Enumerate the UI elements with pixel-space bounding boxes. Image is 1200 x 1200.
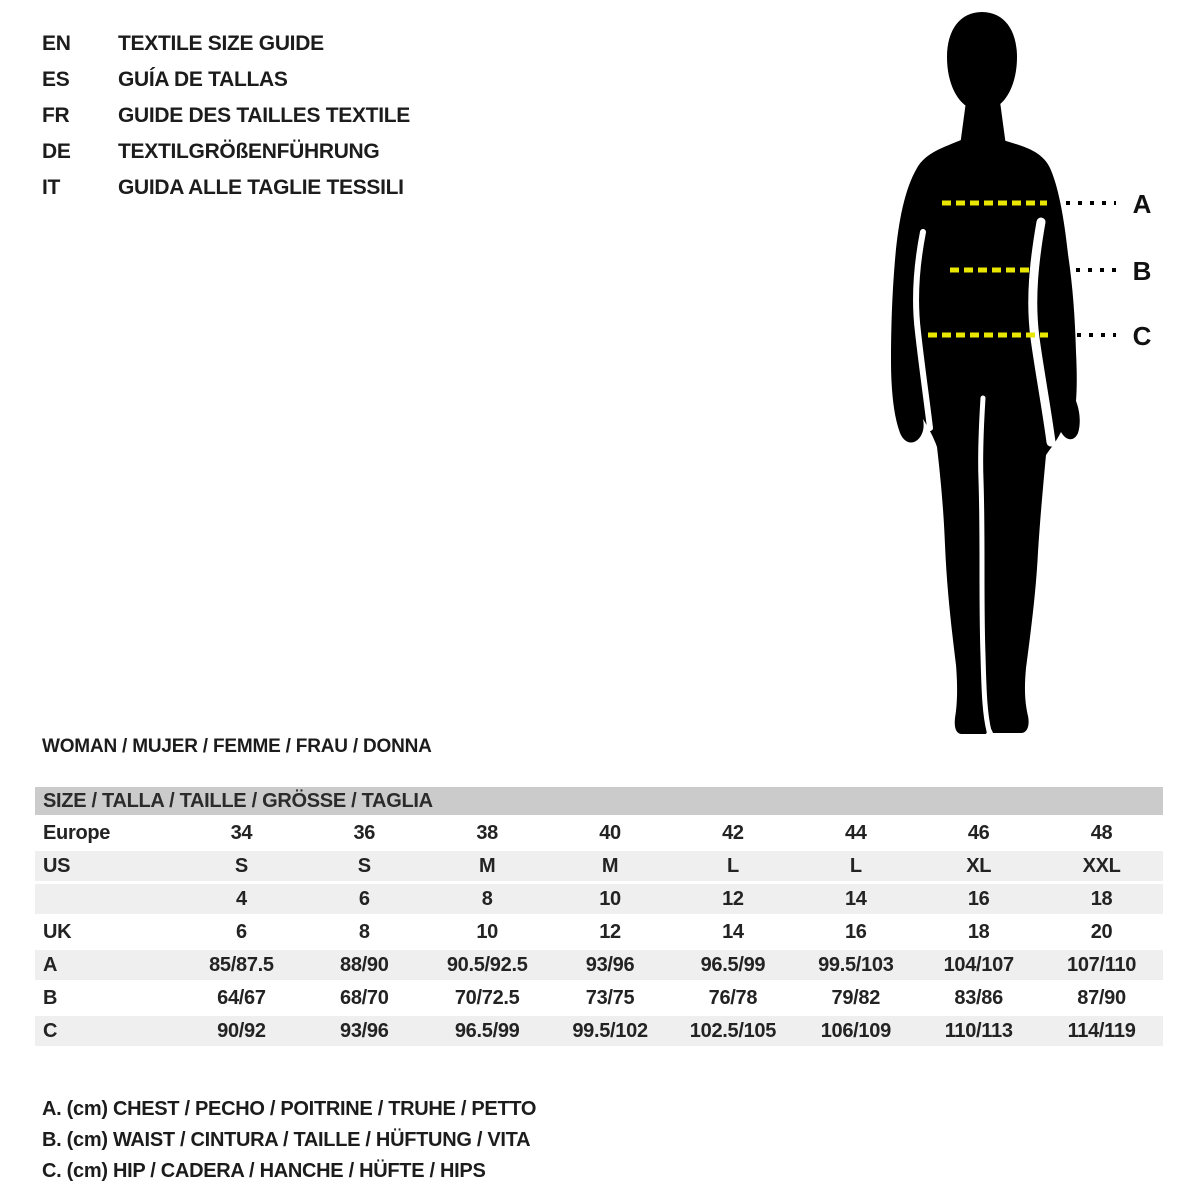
table-cell: 73/75 bbox=[585, 986, 635, 1009]
legend-line-waist: B. (cm) WAIST / CINTURA / TAILLE / HÜFTUNG / VITA bbox=[42, 1129, 531, 1151]
table-cell: 99.5/103 bbox=[818, 953, 894, 976]
table-row-uk bbox=[35, 917, 1163, 947]
language-row bbox=[42, 62, 410, 98]
woman-silhouette-icon bbox=[850, 0, 1180, 760]
table-cell: 38 bbox=[476, 821, 499, 844]
row-label: US bbox=[43, 854, 71, 877]
table-cell: M bbox=[601, 854, 619, 877]
table-cell: 70/72.5 bbox=[454, 986, 520, 1009]
table-cell: 16 bbox=[967, 887, 990, 910]
language-code: IT bbox=[42, 176, 61, 199]
table-cell: 44 bbox=[844, 821, 867, 844]
table-row-waist bbox=[35, 983, 1163, 1013]
legend-line-chest: A. (cm) CHEST / PECHO / POITRINE / TRUHE / PETTO bbox=[42, 1098, 537, 1120]
table-cell: 93/96 bbox=[585, 953, 635, 976]
table-cell: 96.5/99 bbox=[454, 1019, 520, 1042]
language-row bbox=[42, 26, 410, 62]
table-cell: 8 bbox=[358, 920, 370, 943]
table-cell: M bbox=[479, 854, 496, 877]
table-cell: 64/67 bbox=[217, 986, 266, 1009]
table-cell: 90/92 bbox=[217, 1019, 266, 1042]
row-label: UK bbox=[43, 920, 72, 943]
table-cell: S bbox=[234, 854, 248, 877]
row-label: Europe bbox=[43, 821, 111, 844]
table-cell: 12 bbox=[599, 920, 621, 943]
table-cell: 16 bbox=[844, 920, 867, 943]
language-code: DE bbox=[42, 140, 71, 163]
table-cell: 79/82 bbox=[831, 986, 881, 1009]
legend-line-hip: C. (cm) HIP / CADERA / HANCHE / HÜFTE / HIPS bbox=[42, 1160, 486, 1182]
row-label: A bbox=[43, 953, 58, 976]
table-cell: 46 bbox=[967, 821, 990, 844]
table-cell: 114/119 bbox=[1067, 1019, 1136, 1042]
table-cell: 4 bbox=[236, 887, 247, 910]
table-cell: S bbox=[357, 854, 371, 877]
table-cell: 10 bbox=[476, 920, 499, 943]
table-row-us-number bbox=[35, 884, 1163, 914]
table-row-hip bbox=[35, 1016, 1163, 1046]
table-cell: 87/90 bbox=[1077, 986, 1126, 1009]
language-row bbox=[42, 170, 410, 206]
table-cell: 6 bbox=[358, 887, 370, 910]
guide-title: TEXTILE SIZE GUIDE bbox=[118, 32, 324, 55]
table-cell: 83/86 bbox=[954, 986, 1003, 1009]
table-cell: 102.5/105 bbox=[689, 1019, 777, 1042]
table-cell: 12 bbox=[722, 887, 744, 910]
language-code: FR bbox=[42, 104, 70, 127]
table-cell: XL bbox=[966, 854, 992, 877]
guide-title: TEXTILGRÖßENFÜHRUNG bbox=[118, 140, 380, 163]
language-code: EN bbox=[42, 32, 71, 55]
table-cell: L bbox=[726, 854, 739, 877]
table-cell: 6 bbox=[236, 920, 247, 943]
table-cell: 18 bbox=[967, 920, 990, 943]
table-cell: 48 bbox=[1090, 821, 1113, 844]
language-row bbox=[42, 134, 410, 170]
table-cell: 110/113 bbox=[944, 1019, 1013, 1042]
table-cell: 20 bbox=[1090, 920, 1113, 943]
table-cell: 40 bbox=[599, 821, 621, 844]
table-cell: 107/110 bbox=[1067, 953, 1137, 976]
measure-label-chest: A bbox=[1132, 189, 1152, 219]
table-cell: 42 bbox=[722, 821, 744, 844]
table-cell: 34 bbox=[230, 821, 253, 844]
guide-title: GUIDA ALLE TAGLIE TESSILI bbox=[118, 176, 404, 199]
language-row bbox=[42, 98, 410, 134]
table-cell: 14 bbox=[844, 887, 867, 910]
table-cell: 68/70 bbox=[340, 986, 389, 1009]
language-code: ES bbox=[42, 68, 70, 91]
table-cell: 14 bbox=[722, 920, 744, 943]
measurement-legend bbox=[42, 1094, 536, 1187]
table-cell: 36 bbox=[353, 821, 376, 844]
gender-heading: WOMAN / MUJER / FEMME / FRAU / DONNA bbox=[42, 736, 432, 757]
table-cell: 96.5/99 bbox=[700, 953, 766, 976]
table-header: SIZE / TALLA / TAILLE / GRÖSSE / TAGLIA bbox=[35, 787, 1163, 815]
guide-title: GUIDE DES TAILLES TEXTILE bbox=[118, 104, 410, 127]
guide-title: GUÍA DE TALLAS bbox=[118, 68, 288, 91]
table-row-us-letter bbox=[35, 851, 1163, 881]
size-table bbox=[35, 787, 1163, 1049]
table-cell: 8 bbox=[481, 887, 493, 910]
measure-label-waist: B bbox=[1132, 256, 1152, 286]
table-row-chest bbox=[35, 950, 1163, 980]
language-title-list bbox=[42, 26, 410, 206]
table-cell: 18 bbox=[1090, 887, 1113, 910]
row-label: B bbox=[43, 986, 58, 1009]
table-cell: 90.5/92.5 bbox=[446, 953, 528, 976]
table-cell: 85/87.5 bbox=[209, 953, 274, 976]
figure-area bbox=[850, 0, 1180, 760]
table-cell: 104/107 bbox=[943, 953, 1014, 976]
row-label: C bbox=[43, 1019, 58, 1042]
table-cell: 93/96 bbox=[340, 1019, 389, 1042]
table-cell: 99.5/102 bbox=[572, 1019, 648, 1042]
table-cell: XXL bbox=[1082, 854, 1121, 877]
table-cell: 106/109 bbox=[820, 1019, 891, 1042]
table-cell: 76/78 bbox=[708, 986, 758, 1009]
table-cell: 88/90 bbox=[340, 953, 389, 976]
table-cell: 10 bbox=[599, 887, 621, 910]
measure-label-hip: C bbox=[1132, 321, 1152, 351]
table-row-europe bbox=[35, 818, 1163, 848]
table-cell: L bbox=[849, 854, 862, 877]
